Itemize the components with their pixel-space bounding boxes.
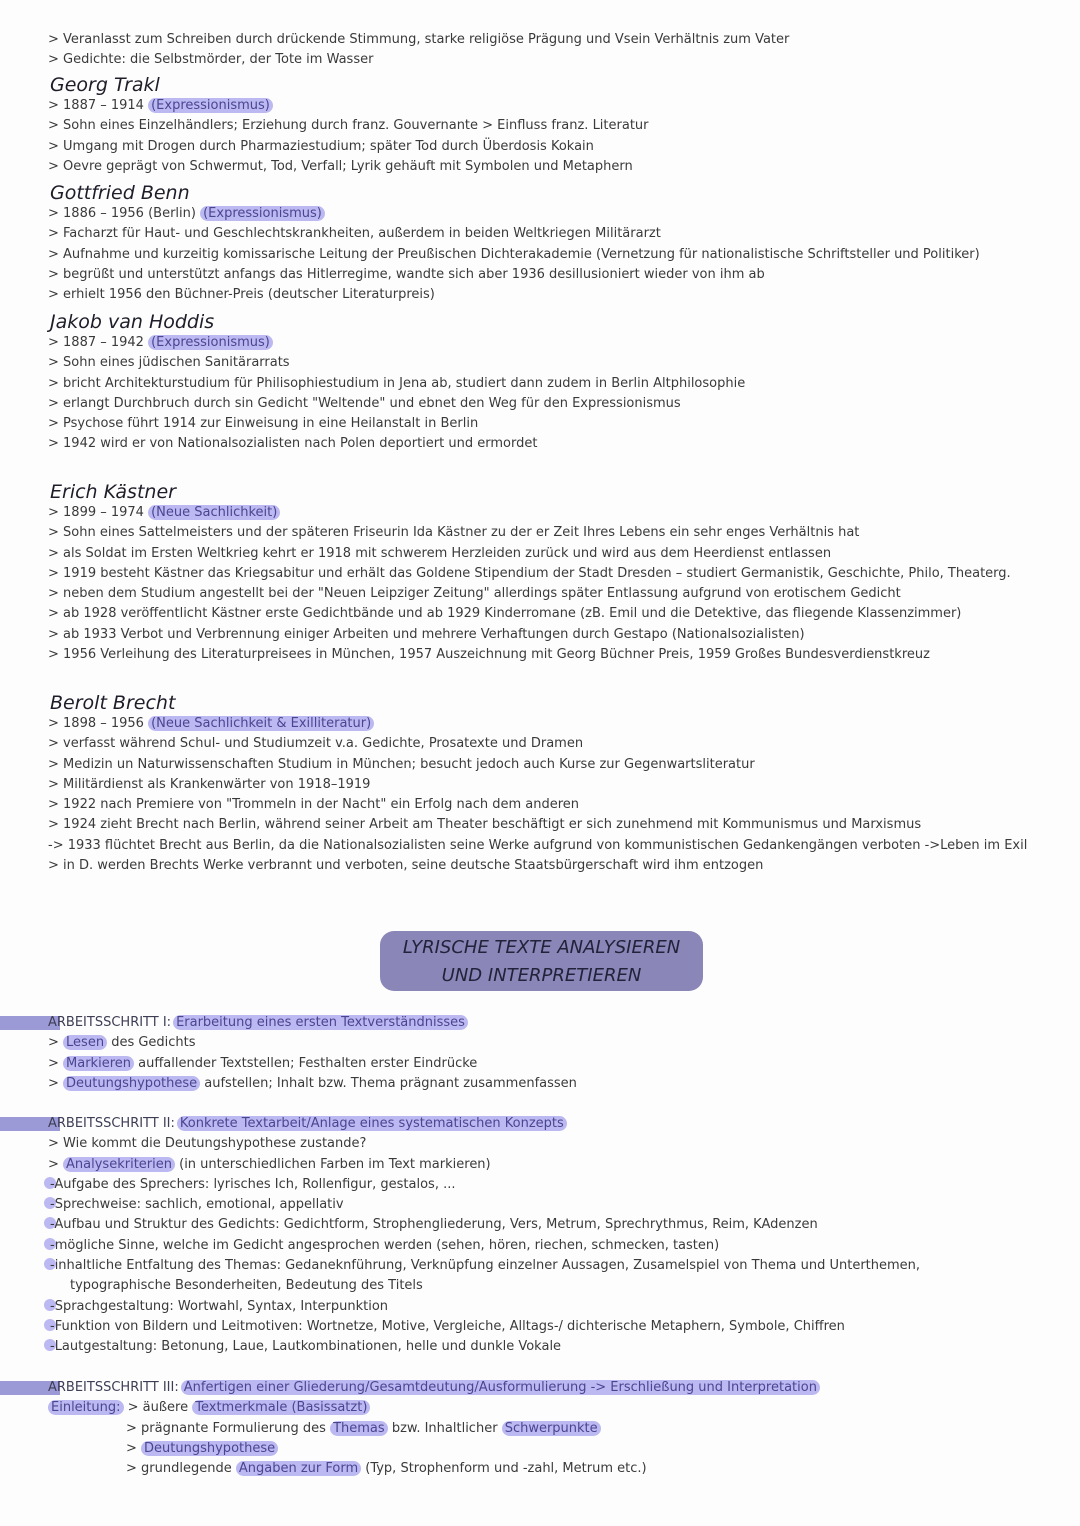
text-segment: > 1922 nach Premiere von "Trommeln in der Nacht" ein Erfolg nach dem anderen bbox=[48, 797, 580, 813]
text-line bbox=[0, 584, 1080, 604]
text-segment: > grundlegende bbox=[126, 1461, 236, 1477]
highlighted-text: Lesen bbox=[63, 1035, 107, 1050]
text-segment: > bbox=[48, 1075, 64, 1091]
text-line bbox=[0, 1134, 1080, 1154]
highlighted-text: Schwerpunkte bbox=[502, 1421, 601, 1436]
text-line bbox=[0, 353, 1080, 373]
title-box-line2: UND INTERPRETIEREN bbox=[441, 965, 642, 986]
text-line bbox=[0, 30, 1080, 50]
text-line bbox=[0, 50, 1080, 70]
text-segment: -mögliche Sinne, welche im Gedicht angesprochen werden (sehen, hören, riechen, schmecken, tasten) bbox=[50, 1237, 720, 1253]
step-title: Anfertigen einer Gliederung/Gesamtdeutung/Ausformulierung -> Erschließung und Interpretation bbox=[181, 1380, 820, 1395]
text-line bbox=[0, 1459, 1080, 1479]
step-heading bbox=[0, 1013, 1080, 1033]
text-segment: -Sprachgestaltung: Wortwahl, Syntax, Interpunktion bbox=[50, 1298, 389, 1314]
text-segment: > Medizin un Naturwissenschaften Studium in München; besucht jedoch auch Kurse zur Gegenwartsliteratur bbox=[48, 756, 755, 772]
text-segment: > Sohn eines jüdischen Sanitärarrats bbox=[48, 355, 290, 371]
text-segment: > bbox=[48, 1156, 64, 1172]
text-segment: -Funktion von Bildern und Leitmotiven: Wortnetze, Motive, Vergleiche, Alltags-/ dichterische Metaphern, Symbole, Chiffren bbox=[50, 1318, 845, 1334]
text-segment: > 1887 – 1942 bbox=[48, 335, 149, 350]
title-box-line1: LYRISCHE TEXTE ANALYSIEREN bbox=[402, 937, 681, 958]
highlighted-text: (Expressionismus) bbox=[148, 98, 273, 113]
text-segment: > 1942 wird er von Nationalsozialisten nach Polen deportiert und ermordet bbox=[48, 436, 538, 452]
highlighted-text: Deutungshypothese bbox=[63, 1076, 200, 1091]
text-line bbox=[0, 1175, 1080, 1195]
author-name: Georg Trakl bbox=[50, 74, 160, 96]
text-line bbox=[0, 116, 1080, 136]
text-segment: -Sprechweise: sachlich, emotional, appellativ bbox=[50, 1197, 344, 1213]
text-line bbox=[0, 1236, 1080, 1256]
step-title: Konkrete Textarbeit/Anlage eines systematischen Konzepts bbox=[177, 1116, 567, 1131]
text-segment: des Gedichts bbox=[107, 1035, 196, 1051]
text-line bbox=[0, 157, 1080, 177]
text-segment: > Oevre geprägt von Schwermut, Tod, Verfall; Lyrik gehäuft mit Symbolen und Metaphern bbox=[48, 158, 633, 174]
step-1-section bbox=[0, 1013, 1080, 1094]
text-segment: -Aufbau und Struktur des Gedichts: Gedichtform, Strophengliederung, Vers, Metrum, Sprechrythmus, Reim, KAdenzen bbox=[50, 1217, 818, 1233]
step-heading-text bbox=[0, 1116, 567, 1131]
text-line bbox=[0, 1398, 1080, 1418]
text-line bbox=[0, 434, 1080, 454]
text-line bbox=[0, 1256, 1080, 1276]
author-heading bbox=[0, 181, 1080, 205]
text-segment: > bbox=[126, 1440, 142, 1456]
section-erich-kaestner bbox=[0, 480, 1080, 665]
text-line bbox=[0, 755, 1080, 775]
text-line bbox=[0, 1033, 1080, 1053]
text-segment: > Militärdienst als Krankenwärter von 1918–1919 bbox=[48, 776, 371, 792]
text-segment: > 1919 besteht Kästner das Kriegsabitur und erhält das Goldene Stipendium der Stadt Dresden – studiert Germanistik, Geschichte, Philo, Theaterg. bbox=[48, 565, 1011, 581]
text-segment: -Aufgabe des Sprechers: lyrisches Ich, Rollenfigur, gestalos, ... bbox=[50, 1176, 456, 1192]
text-line bbox=[0, 285, 1080, 305]
author-heading bbox=[0, 310, 1080, 334]
text-line bbox=[0, 1337, 1080, 1357]
highlighted-text: Einleitung: bbox=[48, 1400, 124, 1415]
text-line bbox=[0, 734, 1080, 754]
text-line bbox=[0, 245, 1080, 265]
text-line bbox=[0, 265, 1080, 285]
text-line bbox=[0, 503, 1080, 523]
text-line bbox=[0, 96, 1080, 116]
text-segment: bzw. Inhaltlicher bbox=[387, 1420, 502, 1436]
text-line bbox=[0, 224, 1080, 244]
text-segment: > verfasst während Schul- und Studiumzeit v.a. Gedichte, Prosatexte und Dramen bbox=[48, 736, 584, 752]
text-segment: (Typ, Strophenform und -zahl, Metrum etc.) bbox=[361, 1461, 647, 1477]
step-heading-text bbox=[0, 1380, 820, 1395]
step-label: ARBEITSSCHRITT I: bbox=[48, 1015, 172, 1030]
text-segment: > 1899 – 1974 bbox=[48, 505, 149, 520]
text-segment: > bricht Architekturstudium für Philisophiestudium in Jena ab, studiert dann zudem in Berlin Altphilosophie bbox=[48, 375, 746, 391]
text-segment: > Psychose führt 1914 zur Einweisung in eine Heilanstalt in Berlin bbox=[48, 416, 479, 432]
text-segment: > Gedichte: die Selbstmörder, der Tote im Wasser bbox=[48, 52, 374, 68]
text-line bbox=[0, 394, 1080, 414]
text-line bbox=[0, 836, 1080, 856]
text-line bbox=[0, 815, 1080, 835]
text-segment: > 1887 – 1914 bbox=[48, 98, 149, 113]
text-line bbox=[0, 1419, 1080, 1439]
highlighted-text: (Neue Sachlichkeit & Exilliteratur) bbox=[148, 716, 374, 731]
highlighted-text: (Neue Sachlichkeit) bbox=[148, 505, 280, 520]
text-segment: > Umgang mit Drogen durch Pharmaziestudium; später Tod durch Überdosis Kokain bbox=[48, 138, 594, 154]
highlighted-text: Analysekriterien bbox=[63, 1157, 175, 1172]
author-heading bbox=[0, 73, 1080, 97]
text-segment: > Sohn eines Sattelmeisters und der späteren Friseurin Ida Kästner zu der er Zeit Ihres Lebens ein sehr enges Verhältnis hat bbox=[48, 525, 860, 541]
highlighted-text: (Expressionismus) bbox=[200, 206, 325, 221]
text-segment: (in unterschiedlichen Farben im Text markieren) bbox=[174, 1156, 491, 1172]
step-3-section bbox=[0, 1378, 1080, 1479]
text-segment: > erlangt Durchbruch durch sin Gedicht "Weltende" und ebnet den Weg für den Expressionismus bbox=[48, 395, 681, 411]
author-name: Berolt Brecht bbox=[50, 692, 176, 714]
author-name: Jakob van Hoddis bbox=[50, 311, 215, 333]
highlighted-text: Textmerkmale (Basissatzt) bbox=[192, 1400, 370, 1415]
text-line bbox=[0, 204, 1080, 224]
text-segment: > äußere bbox=[123, 1400, 193, 1416]
text-line bbox=[0, 374, 1080, 394]
text-line bbox=[0, 625, 1080, 645]
text-line bbox=[0, 1297, 1080, 1317]
text-line bbox=[0, 564, 1080, 584]
text-segment: > in D. werden Brechts Werke verbrannt und verboten, seine deutsche Staatsbürgerschaft wird ihm entzogen bbox=[48, 858, 764, 874]
author-name: Erich Kästner bbox=[50, 481, 176, 503]
text-segment: > bbox=[48, 1035, 64, 1051]
text-line bbox=[0, 1317, 1080, 1337]
section-georg-trakl bbox=[0, 73, 1080, 177]
text-line bbox=[0, 137, 1080, 157]
text-line bbox=[0, 1276, 1080, 1296]
text-line bbox=[0, 1439, 1080, 1459]
text-segment: > bbox=[48, 1055, 64, 1071]
step-label: ARBEITSSCHRITT II: bbox=[48, 1116, 175, 1131]
text-segment: -> 1933 flüchtet Brecht aus Berlin, da die Nationalsozialisten seine Werke aufgrund von kommunistischen Gedankengängen verboten ->Leben im Exil bbox=[48, 837, 1028, 853]
highlighted-text: Themas bbox=[330, 1421, 388, 1436]
text-line bbox=[0, 714, 1080, 734]
author-heading bbox=[0, 480, 1080, 504]
highlighted-text: (Expressionismus) bbox=[148, 335, 273, 350]
text-line bbox=[0, 856, 1080, 876]
text-segment: > 1898 – 1956 bbox=[48, 716, 149, 731]
text-segment: > Aufnahme und kurzeitig komissarische Leitung der Preußischen Dichterakademie (Vernetzung für nationalistische Schriftsteller und Politiker) bbox=[48, 246, 980, 262]
text-segment: > ab 1928 veröffentlicht Kästner erste Gedichtbände und ab 1929 Kinderromane (zB. Emil und die Detektive, das fliegende Klassenzimmer) bbox=[48, 606, 962, 622]
section-berolt-brecht bbox=[0, 691, 1080, 876]
title-box bbox=[380, 931, 703, 991]
text-line bbox=[0, 1074, 1080, 1094]
author-name: Gottfried Benn bbox=[50, 182, 190, 204]
text-segment: auffallender Textstellen; Festhalten erster Eindrücke bbox=[134, 1055, 478, 1071]
text-line bbox=[0, 795, 1080, 815]
text-segment: > Wie kommt die Deutungshypothese zustande? bbox=[48, 1136, 367, 1152]
step-title: Erarbeitung eines ersten Textverständnisses bbox=[173, 1015, 468, 1030]
text-segment: > neben dem Studium angestellt bei der "Neuen Leipziger Zeitung" allerdings später Entlassung aufgrund von erotischem Gedicht bbox=[48, 586, 901, 602]
text-line bbox=[0, 1155, 1080, 1175]
author-heading bbox=[0, 691, 1080, 715]
text-segment: aufstellen; Inhalt bzw. Thema prägnant zusammenfassen bbox=[200, 1075, 577, 1091]
text-segment: -inhaltliche Entfaltung des Themas: Gedaneknführung, Verknüpfung einzelner Aussagen, Zusamelspiel von Thema und Unterthemen, bbox=[50, 1258, 921, 1274]
step-heading bbox=[0, 1378, 1080, 1398]
text-line bbox=[0, 1215, 1080, 1235]
text-line bbox=[0, 604, 1080, 624]
text-line bbox=[0, 775, 1080, 795]
text-line bbox=[0, 414, 1080, 434]
text-line bbox=[0, 1054, 1080, 1074]
section-jakob-van-hoddis bbox=[0, 310, 1080, 455]
text-line bbox=[0, 523, 1080, 543]
text-line bbox=[0, 544, 1080, 564]
intro-section bbox=[0, 30, 1080, 71]
text-segment: > 1924 zieht Brecht nach Berlin, während seiner Arbeit am Theater beschäftigt er sich zunehmend mit Kommunismus und Marxismus bbox=[48, 817, 922, 833]
text-segment: typographische Besonderheiten, Bedeutung des Titels bbox=[70, 1278, 423, 1294]
text-segment: > begrüßt und unterstützt anfangs das Hitlerregime, wandte sich aber 1936 desillusioniert wieder von ihm ab bbox=[48, 266, 765, 282]
highlighted-text: Markieren bbox=[63, 1056, 134, 1071]
text-segment: > Facharzt für Haut- und Geschlechtskrankheiten, außerdem in beiden Weltkriegen Militärarzt bbox=[48, 226, 661, 242]
text-segment: > 1886 – 1956 (Berlin) bbox=[48, 206, 201, 221]
text-segment: -Lautgestaltung: Betonung, Laue, Lautkombinationen, helle und dunkle Vokale bbox=[50, 1339, 562, 1355]
highlighted-text: Deutungshypothese bbox=[141, 1441, 278, 1456]
step-heading bbox=[0, 1114, 1080, 1134]
step-heading-text bbox=[0, 1015, 468, 1030]
highlighted-text: Angaben zur Form bbox=[236, 1461, 361, 1476]
section-gottfried-benn bbox=[0, 181, 1080, 305]
text-segment: > Veranlasst zum Schreiben durch drückende Stimmung, starke religiöse Prägung und Vsein Verhältnis zum Vater bbox=[48, 32, 790, 47]
text-line bbox=[0, 645, 1080, 665]
text-segment: > erhielt 1956 den Büchner-Preis (deutscher Literaturpreis) bbox=[48, 287, 435, 303]
text-line bbox=[0, 333, 1080, 353]
text-segment: > 1956 Verleihung des Literaturpreisees in München, 1957 Auszeichnung mit Georg Büchner Preis, 1959 Großes Bundesverdienstkreuz bbox=[48, 647, 930, 663]
text-segment: > ab 1933 Verbot und Verbrennung einiger Arbeiten und mehrere Verhaftungen durch Gestapo (Nationalsozialisten) bbox=[48, 626, 805, 642]
step-2-section bbox=[0, 1114, 1080, 1358]
text-segment: > prägnante Formulierung des bbox=[126, 1420, 331, 1436]
text-line bbox=[0, 1195, 1080, 1215]
step-label: ARBEITSSCHRITT III: bbox=[48, 1380, 179, 1395]
text-segment: > Sohn eines Einzelhändlers; Erziehung durch franz. Gouvernante > Einfluss franz. Literatur bbox=[48, 118, 649, 134]
text-segment: > als Soldat im Ersten Weltkrieg kehrt er 1918 mit schwerem Herzleiden zurück und wird aus dem Heerdienst entlassen bbox=[48, 545, 832, 561]
